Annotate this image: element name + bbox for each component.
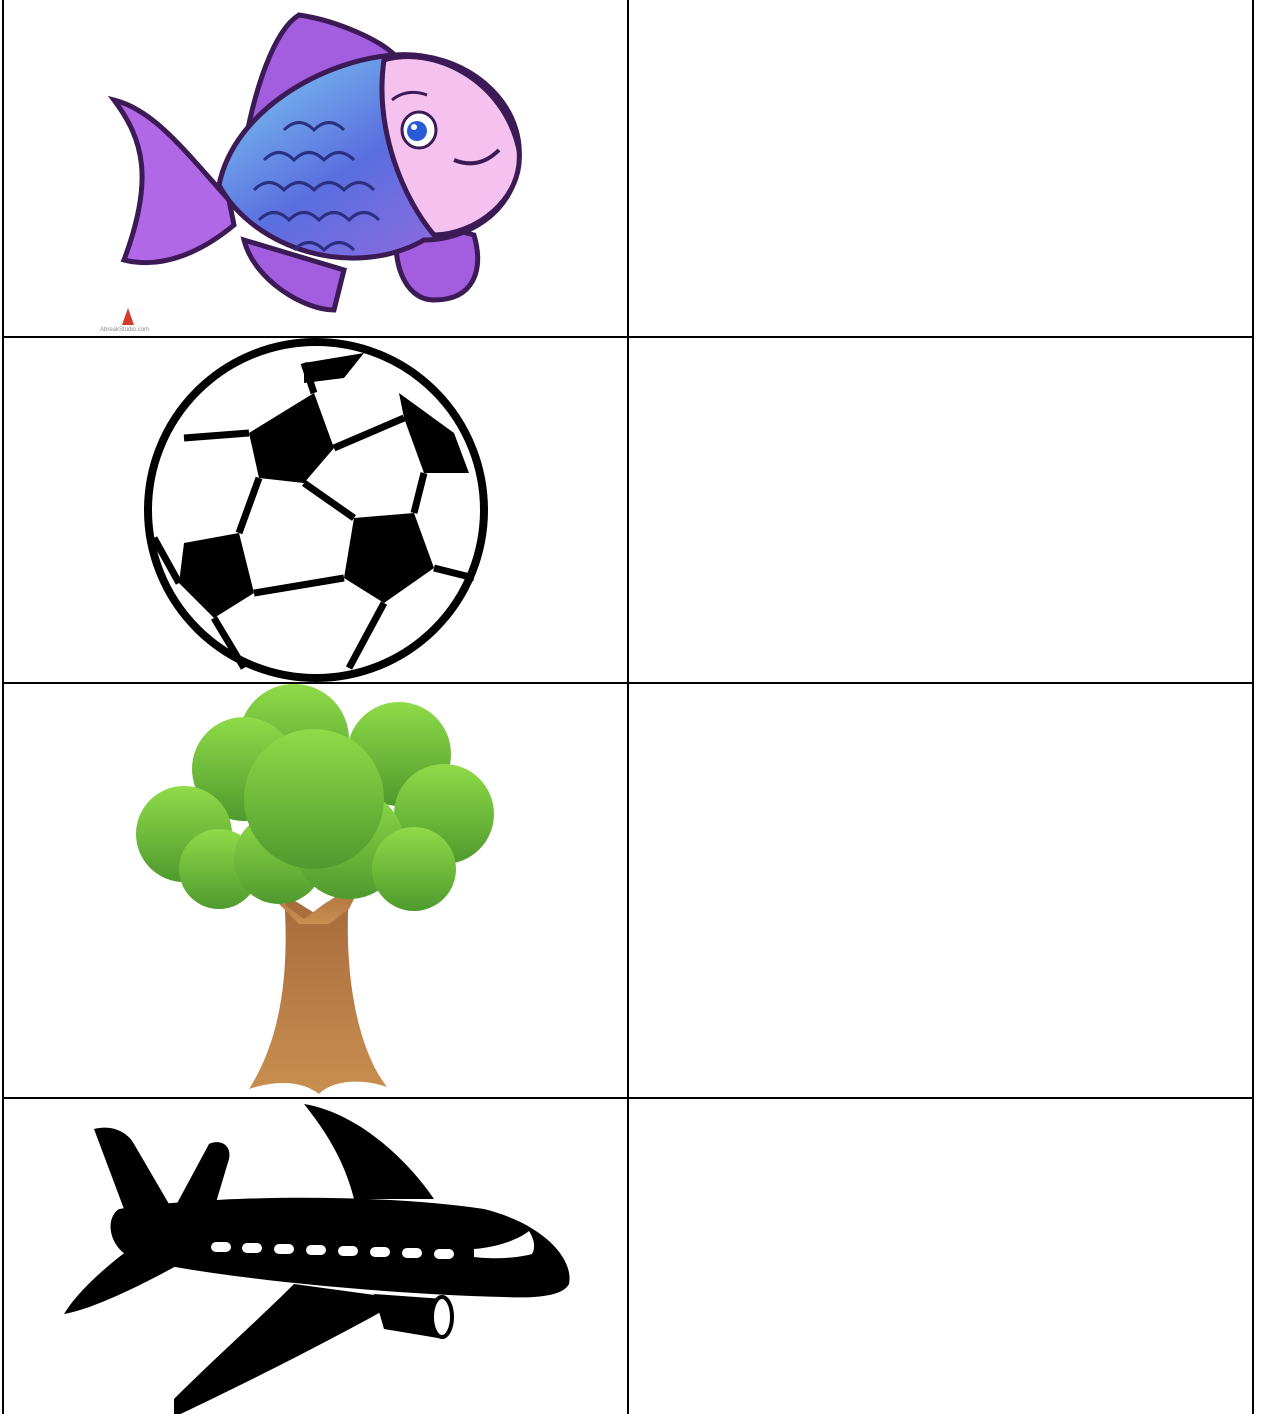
picture-cell-airplane	[3, 1098, 628, 1414]
answer-cell-3[interactable]	[628, 683, 1253, 1098]
soccer-ball-icon	[4, 338, 627, 682]
watermark-logo	[100, 308, 149, 333]
picture-cell-ball	[3, 337, 628, 683]
answer-cell-1[interactable]	[628, 0, 1253, 337]
picture-cell-tree	[3, 683, 628, 1098]
table-row	[3, 683, 1253, 1098]
table-row	[3, 1098, 1253, 1414]
airplane-icon	[4, 1099, 627, 1414]
fish-icon	[4, 0, 627, 336]
table-row	[3, 337, 1253, 683]
picture-cell-fish	[3, 0, 628, 337]
watermark-text: AbreakStudio.com	[100, 327, 150, 333]
tree-icon	[4, 684, 627, 1097]
worksheet-table	[2, 0, 1254, 1414]
answer-cell-4[interactable]	[628, 1098, 1253, 1414]
table-row	[3, 0, 1253, 337]
answer-cell-2[interactable]	[628, 337, 1253, 683]
